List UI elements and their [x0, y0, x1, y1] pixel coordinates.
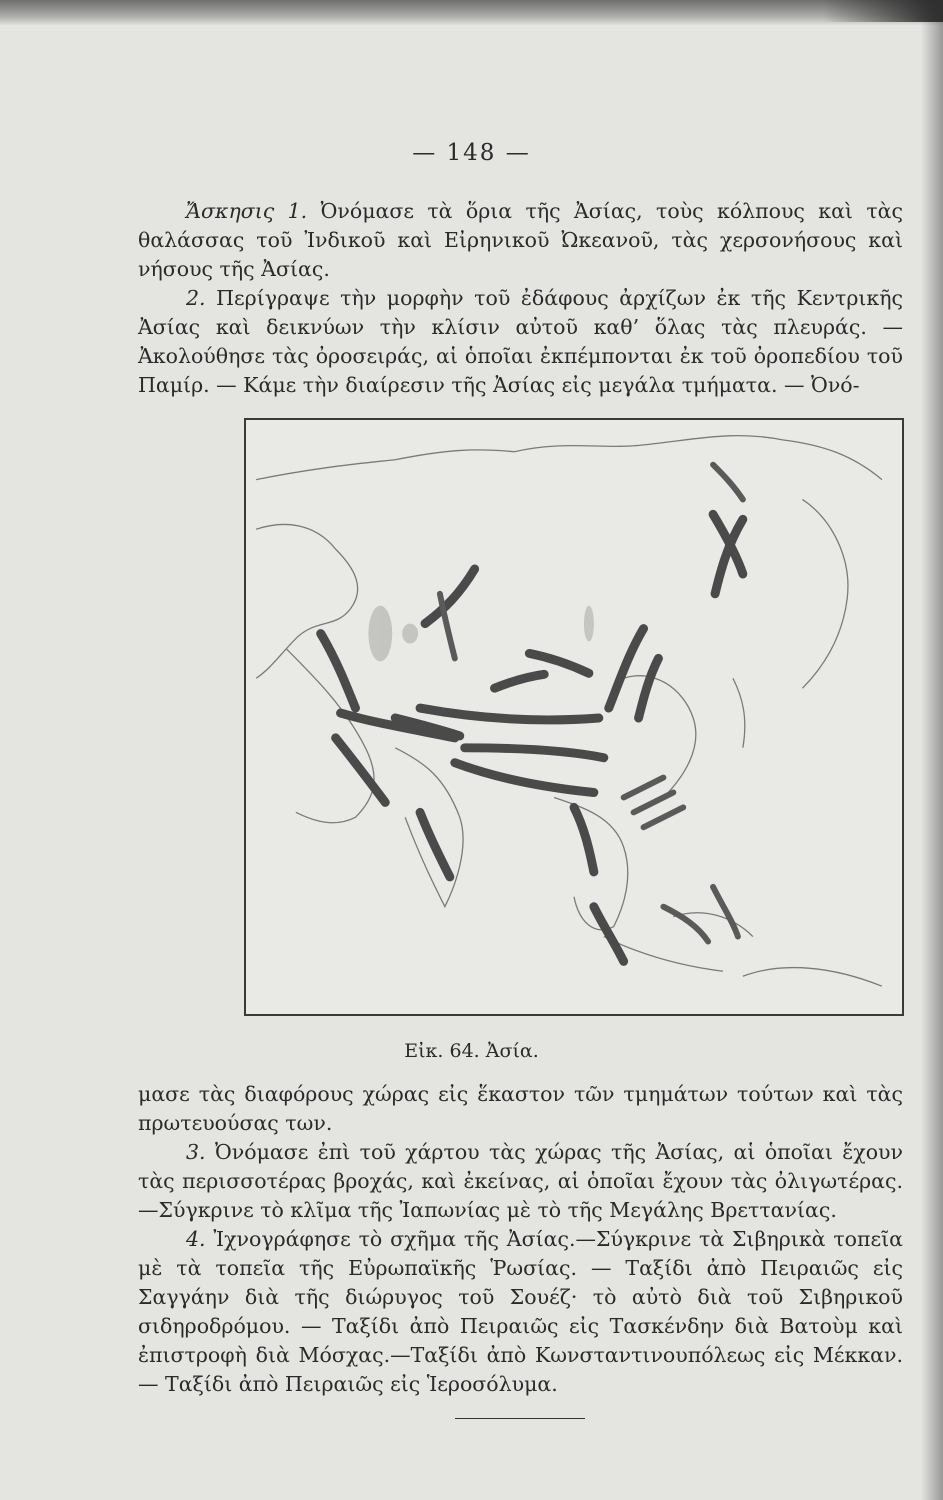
exercise-4-number: 4. [186, 1227, 206, 1251]
exercise-heading: Ἄσκησις 1. [186, 199, 308, 223]
mountain-ranges [321, 514, 743, 961]
borneo-range [663, 907, 708, 942]
indochina-range [574, 807, 594, 872]
khingan-range [639, 658, 659, 718]
tian-shan-range [420, 708, 599, 720]
page-number: — 148 — [412, 140, 531, 166]
kunlun-range [465, 748, 604, 758]
exercise-2-number: 2. [186, 286, 206, 310]
australia-coast [743, 968, 882, 987]
exercise-block-top [138, 197, 903, 400]
caucasus-taurus-range [321, 634, 356, 708]
himalaya-range [455, 763, 594, 793]
scan-top-edge [0, 0, 943, 26]
europe-coast [256, 524, 358, 678]
yablonovy-range [609, 629, 644, 708]
sayan-range [529, 653, 589, 673]
north-coast [256, 436, 882, 480]
arctic-range [713, 465, 743, 500]
exercise-4 [138, 1225, 903, 1399]
exercise-2 [138, 284, 903, 400]
exercise-2-text: Περίγραψε τὴν μορφὴν τοῦ ἐδάφους ἀρχίζων ἐκ τῆς Κεντρικῆς Ἀσίας καὶ δεικνύων τὴν κλίσιν αὐτοῦ καθ’ ὅλας τὰς πλευράς. — Ἀκολούθησε τὰς ὀροσειράς, αἱ ὁποῖαι ἐκπέμπονται ἐκ τοῦ ὀροπεδίου τοῦ Παμίρ. — Κάμε τὴν διαίρεσιν τῆς Ἀσίας εἰς μεγάλα τμήματα. — Ὀνό- [138, 286, 903, 397]
asia-map-figure [244, 418, 904, 1016]
aral-sea [402, 624, 418, 644]
exercise-3 [138, 1138, 903, 1225]
exercise-2-continuation: μασε τὰς διαφόρους χώρας εἰς ἕκαστον τῶν τμημάτων τούτων καὶ τὰς πρωτευούσας των. [138, 1082, 903, 1135]
deccan-range [420, 812, 450, 877]
shading [368, 606, 593, 662]
kamchatka-coast [802, 499, 847, 688]
south-china-ranges-2 [634, 792, 674, 812]
japan-islands [733, 678, 745, 748]
asia-relief-map [246, 420, 902, 1014]
coastlines [256, 436, 882, 987]
exercise-3-number: 3. [186, 1140, 206, 1164]
south-china-ranges-1 [624, 778, 664, 798]
exercise-block-bottom [138, 1080, 903, 1399]
south-china-ranges-3 [644, 807, 684, 827]
lake-baikal [584, 606, 594, 642]
figure-caption: Εἰκ. 64. Ἀσία. [404, 1040, 539, 1062]
exercise-1 [138, 197, 903, 284]
south-iran-range [336, 738, 386, 803]
ural-range [425, 569, 475, 624]
caspian-sea [368, 606, 392, 662]
exercise-4-text: Ἰχνογράφησε τὸ σχῆμα τῆς Ἀσίας.—Σύγκρινε τὰ Σιβηρικὰ τοπεῖα μὲ τὰ τοπεῖα τῆς Εὐρωπαϊκῆς Ῥωσίας. — Ταξίδι ἀπὸ Πειραιῶς εἰς Σαγγάην διὰ τῆς διώρυγος τοῦ Σουέζ· τὸ αὐτὸ διὰ τοῦ Σιβηρικοῦ σιδηροδρόμου. — Ταξίδι ἀπὸ Πειραιῶς εἰς Τασκένδην διὰ Βατοὺμ καὶ ἐπιστροφὴ διὰ Μόσχας.—Ταξίδι ἀπὸ Κωνσταντινουπόλεως εἰς Μέκκαν. — Ταξίδι ἀπὸ Πειραιῶς εἰς Ἱεροσόλυμα. [138, 1227, 903, 1396]
scan-page-shadow [921, 0, 943, 1500]
altai-range [495, 674, 545, 688]
exercise-1-text: Ὀνόμασε τὰ ὅρια τῆς Ἀσίας, τοὺς κόλπους καὶ τὰς θαλάσσας τοῦ Ἰνδικοῦ καὶ Εἰρηνικοῦ Ὠκεανοῦ, τὰς χερσονήσους καὶ νήσους τῆς Ἀσίας. [138, 199, 903, 281]
philippine-range [713, 887, 738, 937]
exercise-3-text: Ὀνόμασε ἐπὶ τοῦ χάρτου τὰς χώρας τῆς Ἀσίας, αἱ ὁποῖαι ἔχουν τὰς περισσοτέρας βροχάς, καὶ ἐκείνας, αἱ ὁποῖαι ἔχουν τὰς ὀλιγωτέρας. —Σύγκρινε τὸ κλῖμα τῆς Ἰαπωνίας μὲ τὸ τῆς Μεγάλης Βρεττανίας. [138, 1140, 903, 1222]
closing-rule [455, 1418, 585, 1419]
arabia-coast [286, 648, 374, 822]
